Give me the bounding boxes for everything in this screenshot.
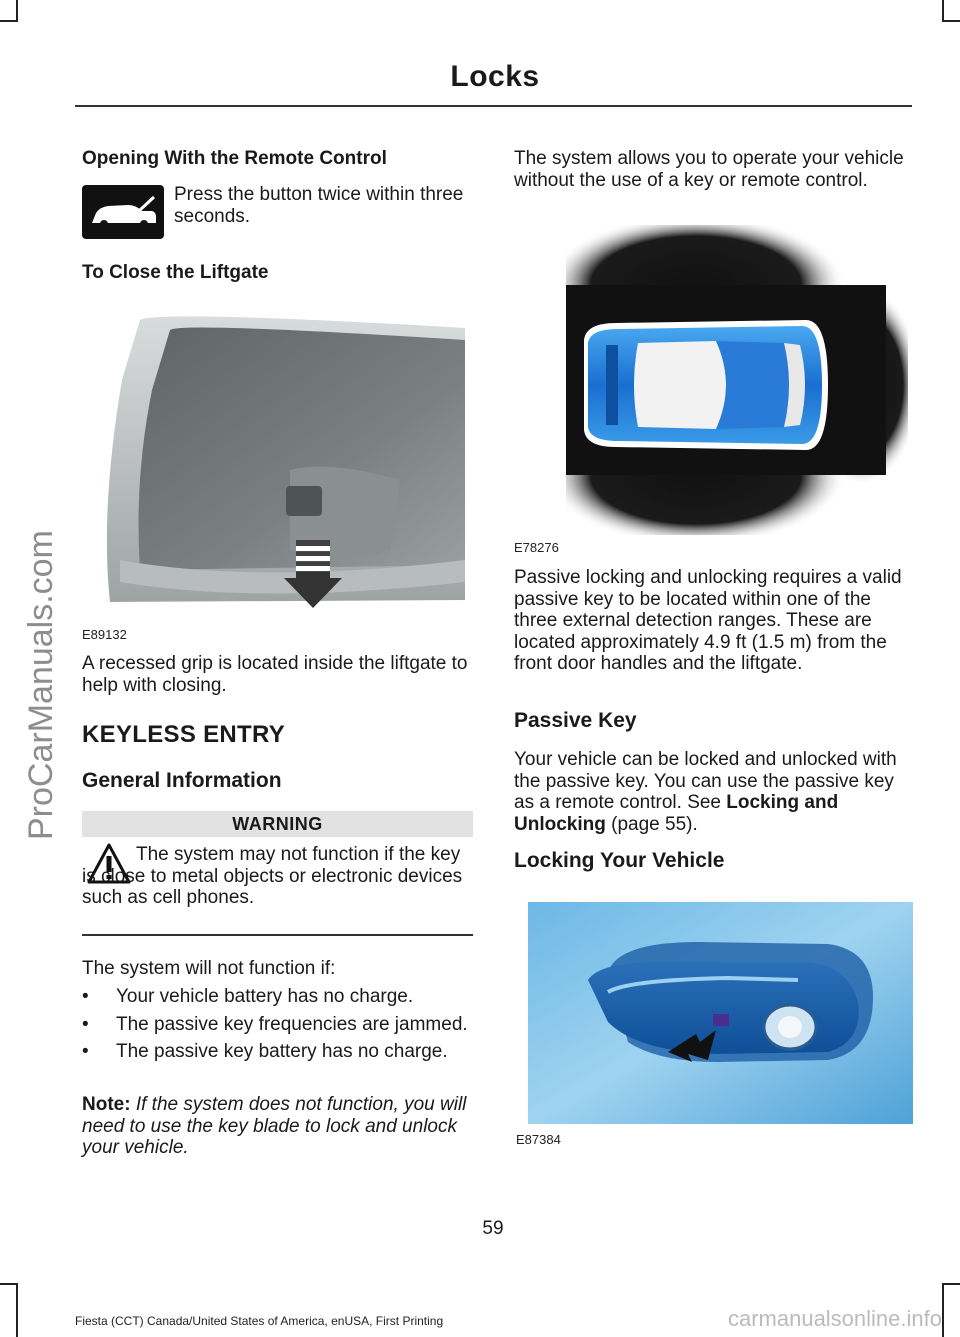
crop-mark [942,1283,960,1285]
intro-text: The system allows you to operate your vehicle without the use of a key or remote control. [514,148,904,191]
document-line: Fiesta (CCT) Canada/United States of America, enUSA, First Printing [75,1314,444,1328]
list-item: • Your vehicle battery has no charge. [82,986,474,1008]
not-function-list [82,986,474,1069]
crop-mark [0,1283,18,1285]
note-label: Note: [82,1094,131,1115]
remote-instruction: Press the button twice within three seconds. [174,184,464,227]
side-watermark: ProCarManuals.com [22,530,60,840]
not-function-intro: The system will not function if: [82,958,336,979]
figure-code: E87384 [516,1132,561,1147]
crop-mark [942,20,960,22]
detection-range-illustration [566,225,908,535]
figure-code: E89132 [82,627,127,642]
header-rule [75,105,912,107]
passive-key-body: Your vehicle can be locked and unlocked with the passive key. You can use the passive key as a remote control. See [514,749,897,813]
warning-body: The system may not function if the key is close to metal objects or electronic devices such as cell phones. [82,844,463,908]
page-number: 59 [482,1218,504,1239]
passive-key-text [514,749,909,835]
site-watermark: carmanualsonline.info [727,1306,942,1331]
close-liftgate-heading: To Close the Liftgate [82,262,269,283]
warning-label: WARNING [82,811,473,837]
crop-mark [942,1283,944,1337]
grip-text: A recessed grip is located inside the liftgate to help with closing. [82,653,468,696]
door-handle-illustration [528,902,913,1124]
passive-text: Passive locking and unlocking requires a valid passive key to be located within one of the three external detection ranges. These are located approximately 4.9 ft (1.5 m) from the front door handles and the liftgate. [514,567,902,674]
passive-key-heading: Passive Key [514,709,637,732]
page-reference: (page 55). [611,813,698,835]
liftgate-illustration [100,310,465,612]
crop-mark [942,0,944,20]
note [82,1094,474,1159]
liftgate-button-icon [82,185,164,239]
warning-rule [82,934,473,936]
list-item: • The passive key frequencies are jammed. [82,1014,474,1036]
page-title: Locks [450,60,540,93]
crop-mark [0,20,18,22]
general-info-heading: General Information [82,769,282,792]
warning-text [82,844,474,909]
crop-mark [16,1283,18,1337]
locking-unlocking-link[interactable]: Locking and Unlocking [514,792,839,835]
figure-code: E78276 [514,540,559,555]
section-heading: KEYLESS ENTRY [82,721,286,748]
list-item: • The passive key battery has no charge. [82,1041,474,1063]
remote-heading: Opening With the Remote Control [82,148,387,169]
locking-heading: Locking Your Vehicle [514,849,725,872]
note-text: If the system does not function, you will need to use the key blade to lock and unlock your vehicle. [82,1094,467,1158]
crop-mark [16,0,18,20]
